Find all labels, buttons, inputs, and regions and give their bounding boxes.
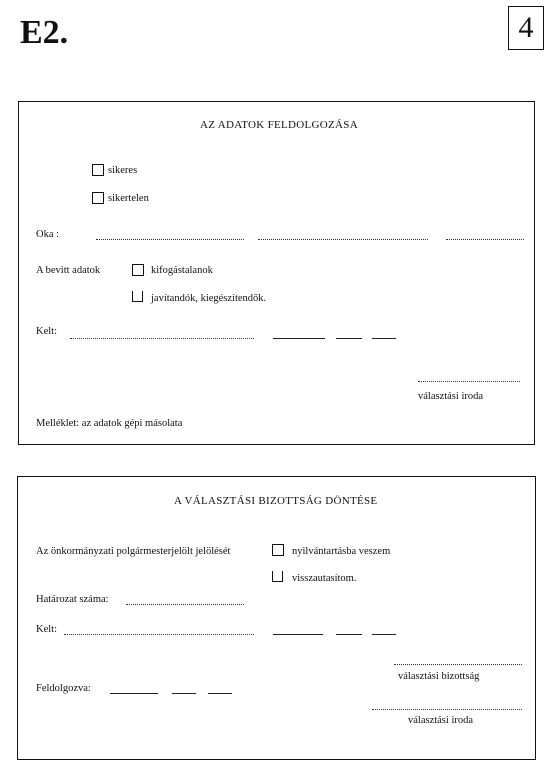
checkbox-failure[interactable] [92, 192, 104, 204]
date-place-field-1[interactable] [70, 338, 254, 339]
processed-label: Feldolgozva: [36, 683, 91, 694]
section2-title: A VÁLASZTÁSI BIZOTTSÁG DÖNTÉSE [174, 495, 378, 507]
date-label-2: Kelt: [36, 624, 57, 635]
processed-day-field[interactable] [208, 693, 232, 694]
checkbox-reject[interactable] [272, 571, 283, 582]
office-signature-line-2[interactable] [372, 709, 522, 710]
reason-field-3[interactable] [446, 239, 524, 240]
option-reject-label: visszautasítom. [292, 573, 357, 584]
resolution-number-field[interactable] [126, 604, 244, 605]
checkbox-flawless[interactable] [132, 264, 144, 276]
date-year-field-2[interactable] [273, 634, 323, 635]
option-to-correct-label: javítandók, kiegészítendők. [151, 293, 267, 304]
reason-field[interactable] [96, 239, 244, 240]
office-signature-caption-2: választási iroda [408, 715, 474, 726]
committee-signature-caption: választási bizottság [398, 671, 480, 682]
date-year-field-1[interactable] [273, 338, 325, 339]
attachment-note: Melléklet: az adatok gépi másolata [36, 418, 183, 429]
date-month-field-1[interactable] [336, 338, 362, 339]
reason-label: Oka : [36, 229, 60, 240]
date-label-1: Kelt: [36, 326, 57, 337]
decision-statement: Az önkormányzati polgármesterjelölt jelölését [36, 546, 231, 557]
processed-year-field[interactable] [110, 693, 158, 694]
date-day-field-1[interactable] [372, 338, 396, 339]
date-place-field-2[interactable] [64, 634, 254, 635]
option-register-label: nyilvántartásba veszem [292, 546, 391, 557]
option-flawless-label: kifogástalanok [151, 265, 213, 276]
office-signature-line-1[interactable] [418, 381, 520, 382]
reason-field-2[interactable] [258, 239, 428, 240]
resolution-number-label: Határozat száma: [36, 594, 109, 605]
section1-title: AZ ADATOK FELDOLGOZÁSA [200, 119, 358, 131]
checkbox-success[interactable] [92, 164, 104, 176]
checkbox-to-correct[interactable] [132, 291, 143, 302]
date-day-field-2[interactable] [372, 634, 396, 635]
option-failure-label: sikertelen [108, 193, 149, 204]
entered-data-label: A bevitt adatok [36, 265, 101, 276]
checkbox-register[interactable] [272, 544, 284, 556]
page-number: 4 [508, 6, 544, 50]
committee-signature-line[interactable] [394, 664, 522, 665]
option-success-label: sikeres [108, 165, 138, 176]
office-signature-caption-1: választási iroda [418, 391, 484, 402]
form-code: E2. [20, 14, 69, 51]
processed-month-field[interactable] [172, 693, 196, 694]
date-month-field-2[interactable] [336, 634, 362, 635]
